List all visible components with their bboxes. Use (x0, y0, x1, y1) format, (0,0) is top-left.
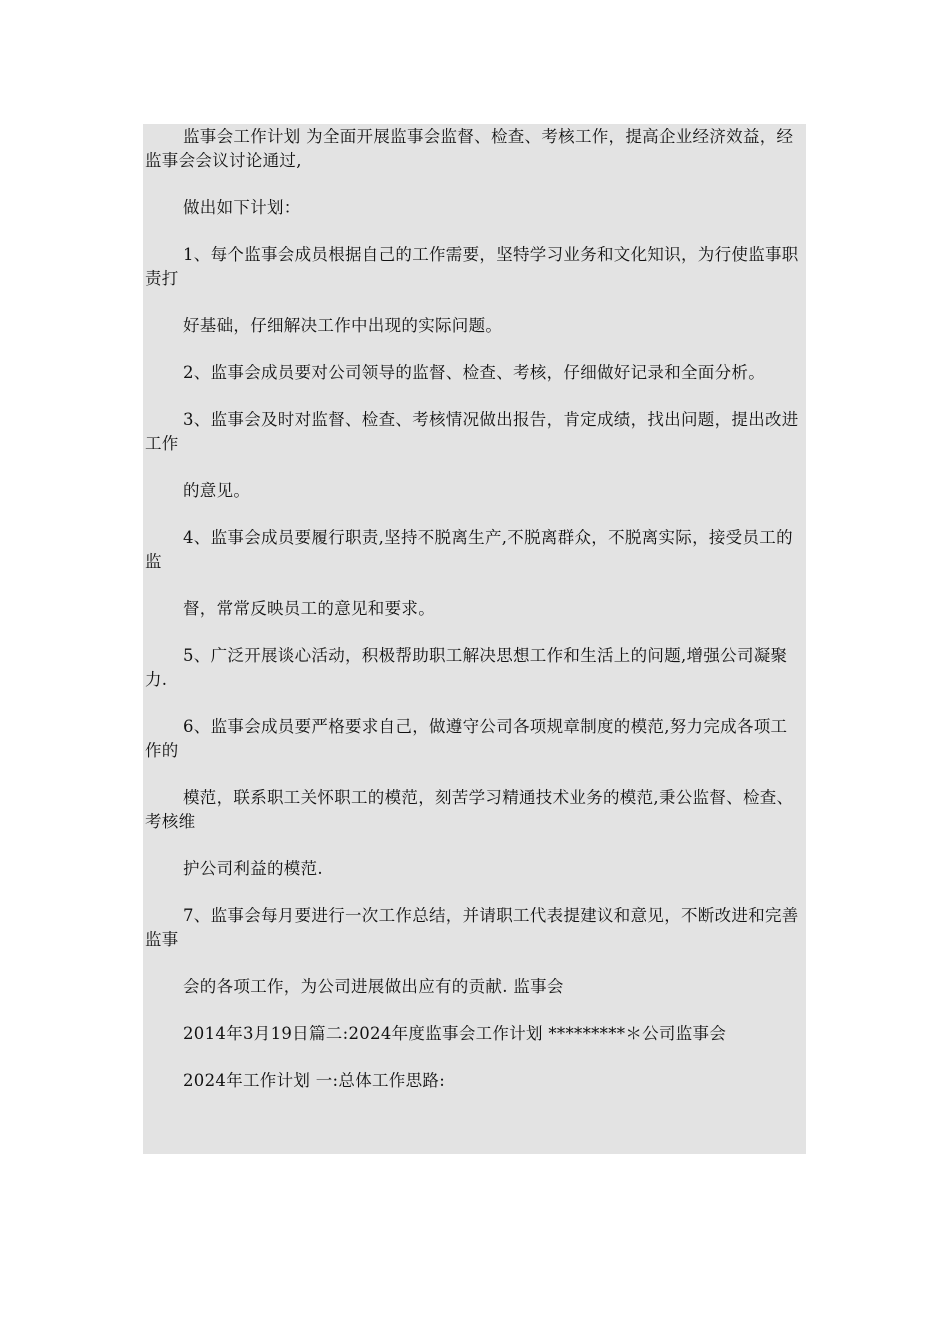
paragraph: 会的各项工作，为公司进展做出应有的贡献. 监事会 (183, 977, 564, 996)
paragraph: 3、监事会及时对监督、检查、考核情况做出报告，肯定成绩，找出问题，提出改进工作 (145, 410, 799, 453)
paragraph: 2、监事会成员要对公司领导的监督、检查、考核，仔细做好记录和全面分析。 (183, 363, 765, 382)
paragraph: 7、监事会每月要进行一次工作总结，并请职工代表提建议和意见，不断改进和完善监事 (145, 906, 799, 949)
paragraph: 做出如下计划： (183, 198, 301, 217)
paragraph: 1、每个监事会成员根据自己的工作需要，坚特学习业务和文化知识，为行使监事职责打 (145, 245, 799, 288)
paragraph: 6、监事会成员要严格要求自己，做遵守公司各项规章制度的模范,努力完成各项工作的 (145, 717, 788, 760)
paragraph: 好基础，仔细解决工作中出现的实际问题。 (183, 316, 503, 335)
paragraph: 监事会工作计划 为全面开展监事会监督、检查、考核工作，提高企业经济效益，经监事会会议讨论通过, (145, 127, 794, 170)
paragraph: 2024年工作计划 一:总体工作思路: (183, 1071, 446, 1090)
paragraph: 的意见。 (183, 481, 251, 500)
paragraph: 2014年3月19日篇二:2024年度监事会工作计划 *********＊公司监事会 (183, 1024, 727, 1043)
paragraph: 4、监事会成员要履行职责,坚持不脱离生产,不脱离群众，不脱离实际，接受员工的监 (145, 528, 793, 571)
document-body (143, 124, 806, 1154)
paragraph: 5、广泛开展谈心活动，积极帮助职工解决思想工作和生活上的问题,增强公司凝聚力. (145, 646, 788, 689)
paragraph: 护公司利益的模范. (183, 859, 323, 878)
paragraph: 督，常常反映员工的意见和要求。 (183, 599, 435, 618)
paragraph: 模范，联系职工关怀职工的模范，刻苦学习精通技术业务的模范,秉公监督、检查、考核维 (145, 788, 794, 831)
